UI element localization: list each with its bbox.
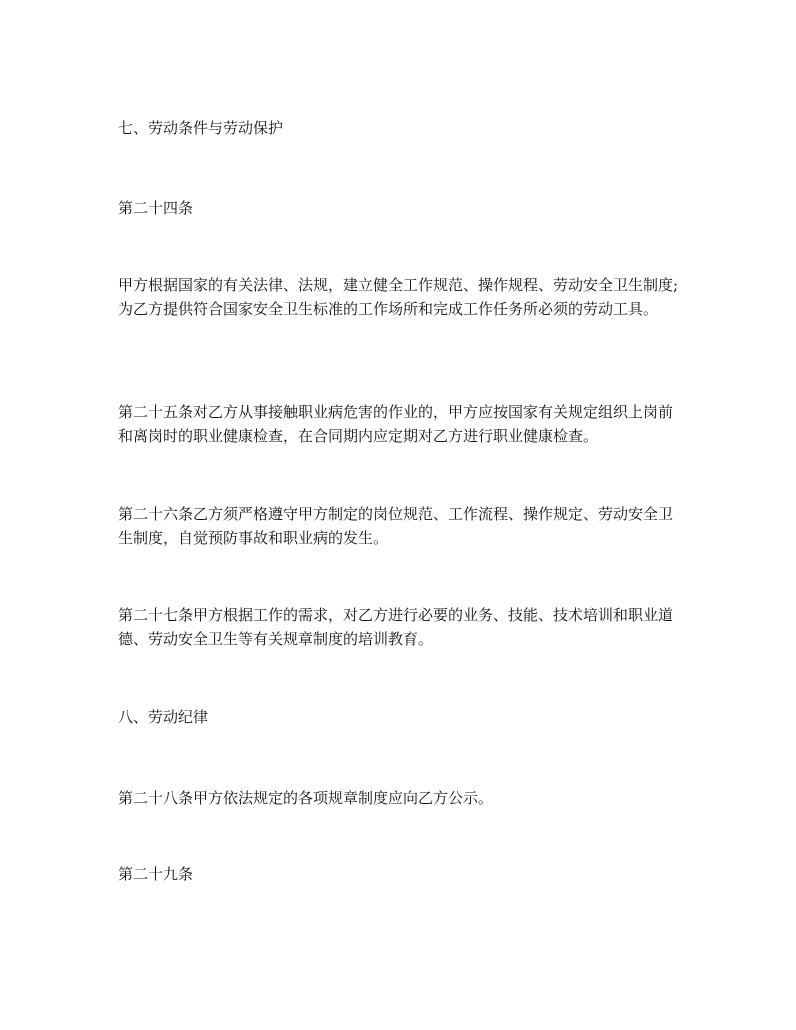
article-26: 第二十六条乙方须严格遵守甲方制定的岗位规范、工作流程、操作规定、劳动安全卫生制度，自觉预防事故和职业病的发生。 <box>118 505 674 547</box>
article-24-body: 甲方根据国家的有关法律、法规，建立健全工作规范、操作规程、劳动安全卫生制度;为乙方提供符合国家安全卫生标准的工作场所和完成工作任务所必须的劳动工具。 <box>118 276 679 318</box>
article-28: 第二十八条甲方依法规定的各项规章制度应向乙方公示。 <box>118 789 494 807</box>
article-27: 第二十七条甲方根据工作的需求，对乙方进行必要的业务、技能、技术培训和职业道德、劳动安全卫生等有关规章制度的培训教育。 <box>118 606 674 648</box>
article-29-heading: 第二十九条 <box>118 865 194 883</box>
article-25: 第二十五条对乙方从事接触职业病危害的作业的，甲方应按国家有关规定组织上岗前和离岗时的职业健康检查，在合同期内应定期对乙方进行职业健康检查。 <box>118 403 674 445</box>
article-24-heading: 第二十四条 <box>118 199 194 217</box>
section-heading-labor-conditions: 七、劳动条件与劳动保护 <box>118 119 284 137</box>
section-heading-labor-discipline: 八、劳动纪律 <box>118 708 209 726</box>
